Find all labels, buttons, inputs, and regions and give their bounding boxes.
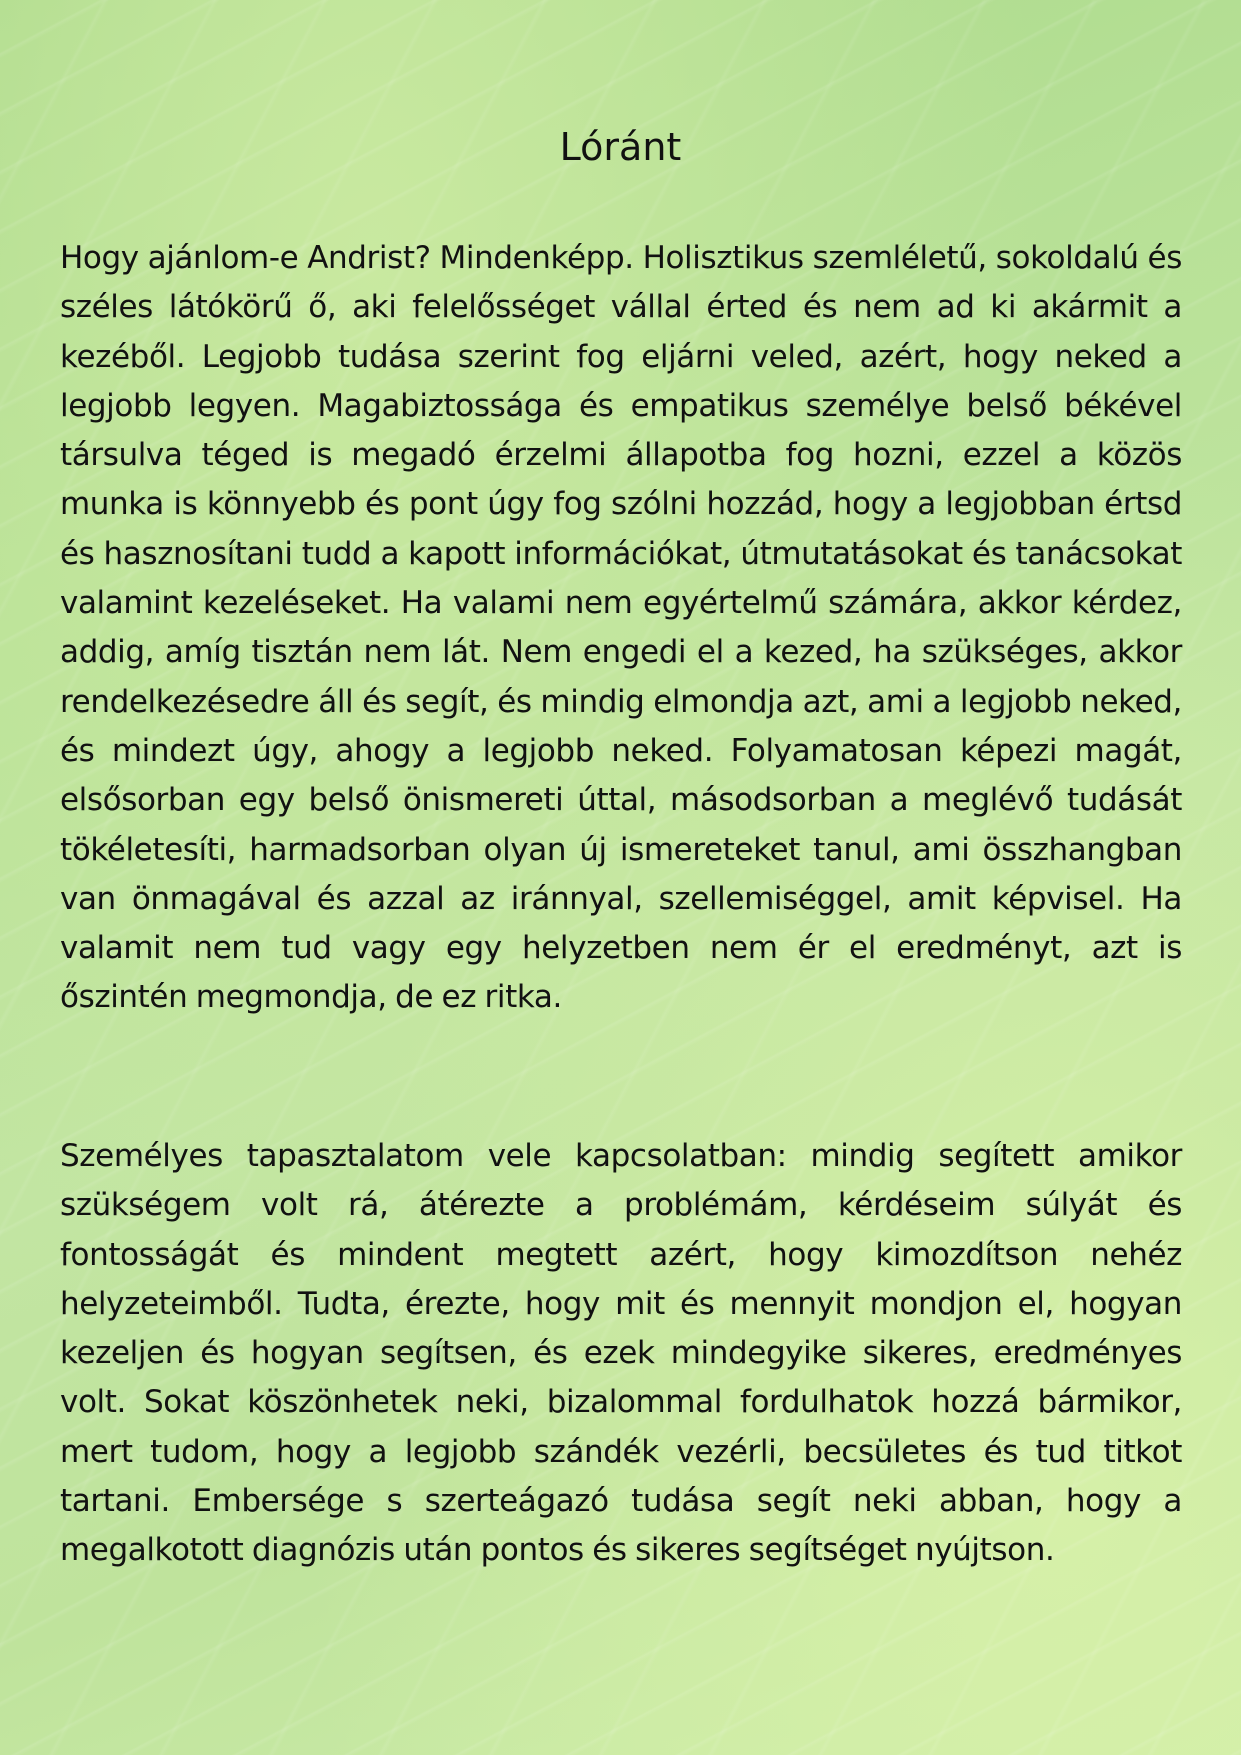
- page-title: Lóránt: [559, 125, 682, 169]
- paragraph-recommendation: Hogy ajánlom-e Andrist? Mindenképp. Holisztikus szemléletű, sokoldalú és széles látókörű ő, aki felelősséget vállal érted és nem ad ki akármit a kezéből. Legjobb tudása szerint fog eljárni veled, azért, hogy neked a legjobb legyen. Magabiztossága és empatikus személye belső békével társulva téged is megadó érzelmi állapotba fog hozni, ezzel a közös munka is könnyebb és pont úgy fog szólni hozzád, hogy a legjobban értsd és hasznosítani tudd a kapott információkat, útmutatásokat és tanácsokat valamint kezeléseket. Ha valami nem egyértelmű számára, akkor kérdez, addig, amíg tisztán nem lát. Nem engedi el a kezed, ha szükséges, akkor rendelkezésedre áll és segít, és mindig elmondja azt, ami a legjobb neked, és mindezt úgy, ahogy a legjobb neked. Folyamatosan képezi magát, elsősorban egy belső önismereti úttal, másodsorban a meglévő tudását tökéletesíti, harmadsorban olyan új ismereteket tanul, ami összhangban van önmagával és azzal az iránnyal, szellemiséggel, amit képvisel. Ha valamit nem tud vagy egy helyzetben nem ér el eredményt, azt is őszintén megmondja, de ez ritka.: [60, 240, 1182, 1016]
- paragraph-personal-experience: Személyes tapasztalatom vele kapcsolatban: mindig segített amikor szükségem volt rá, átérezte a problémám, kérdéseim súlyát és fontosságát és mindent megtett azért, hogy kimozdítson nehéz helyzeteimből. Tudta, érezte, hogy mit és mennyit mondjon el, hogyan kezeljen és hogyan segítsen, és ezek mindegyike sikeres, eredményes volt. Sokat köszönhetek neki, bizalommal fordulhatok hozzá bármikor, mert tudom, hogy a legjobb szándék vezérli, becsületes és tud titkot tartani. Embersége s szerteágazó tudása segít neki abban, hogy a megalkotott diagnózis után pontos és sikeres segítséget nyújtson.: [60, 1138, 1182, 1569]
